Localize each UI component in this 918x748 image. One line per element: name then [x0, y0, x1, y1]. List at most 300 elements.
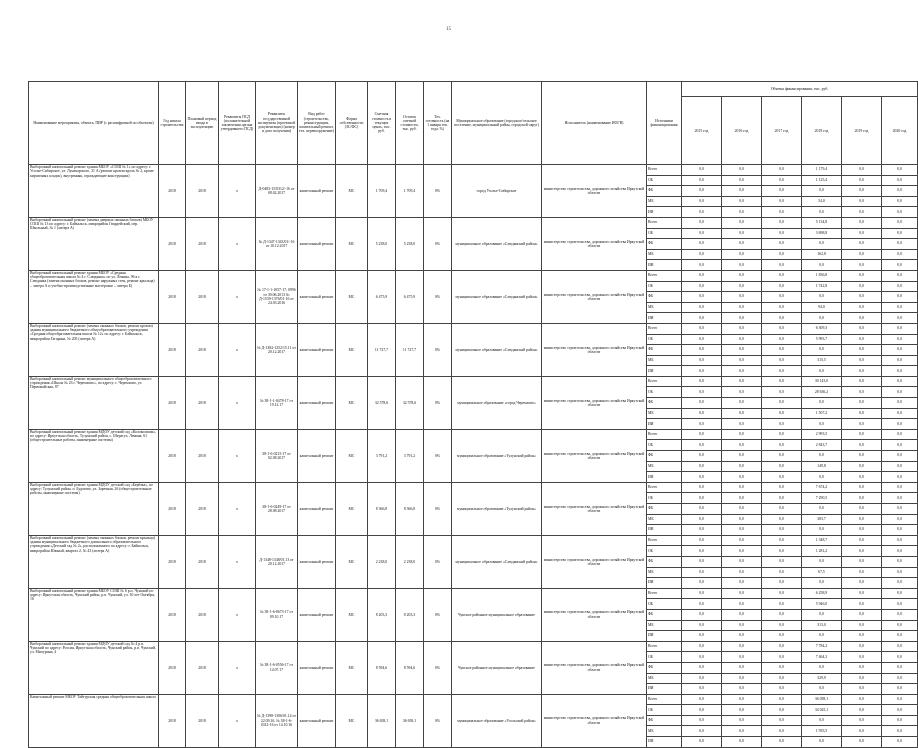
- funding-value: 0,0: [802, 366, 842, 377]
- funding-value: 0,0: [722, 345, 762, 356]
- funding-source: МБ: [647, 726, 682, 737]
- funding-source: ОБ: [647, 228, 682, 239]
- funding-value: 0,0: [722, 631, 762, 642]
- funding-value: 0,0: [682, 270, 722, 281]
- funding-value: 0,0: [682, 504, 722, 515]
- ownership-form: МС: [336, 270, 368, 323]
- readiness-percent: 0%: [424, 217, 452, 270]
- funding-value: 0,0: [842, 165, 882, 176]
- funding-value: 0,0: [682, 609, 722, 620]
- funding-value: 0,0: [842, 578, 882, 589]
- funding-value: 0,0: [682, 207, 722, 218]
- funding-value: 149,8: [802, 461, 842, 472]
- funding-value: 0,0: [722, 684, 762, 695]
- funding-value: 0,0: [842, 705, 882, 716]
- header-cell: Сметная стоимость в текущих ценах, тыс. руб.: [368, 82, 396, 165]
- funding-value: 0,0: [762, 514, 802, 525]
- expertise-details: 38-1-6-0249-17 от 28.08.2017: [256, 482, 298, 535]
- funding-value: 0,0: [842, 281, 882, 292]
- funding-value: 0,0: [802, 260, 842, 271]
- funding-value: 0,0: [682, 366, 722, 377]
- object-name: Выборочный капитальный ремонт (замена дверных оконных блоков) МБОУ СОШ № 13 по адресу: г. Байкальск, микрорайон Гвардейский, пер. Школьный, № 1 (литера А): [29, 217, 159, 270]
- municipality: город Усолье-Сибирское: [452, 165, 542, 218]
- funding-source: ФБ: [647, 609, 682, 620]
- funding-value: 0,0: [722, 705, 762, 716]
- remaining-cost: 8 203,3: [396, 588, 424, 641]
- funding-value: 0,0: [882, 504, 918, 515]
- funding-value: 0,0: [762, 228, 802, 239]
- page-number: 15: [446, 27, 451, 32]
- object-name: Выборочный капитальный ремонт здания МДОУ детский сад «Берёзка», по адресу: Тулунский район, п. Будагово, ул. Заречная, 26 (общестроительные работы, инженерные системы): [29, 482, 159, 535]
- funding-value: 0,0: [802, 186, 842, 197]
- remaining-cost: 36 658,1: [396, 694, 424, 747]
- remaining-cost: 8 366,8: [396, 482, 424, 535]
- header-cell: Вид работ (строительство, реконструкция, капитальный ремонт, тех. перевооружение): [298, 82, 336, 165]
- executor: министерство строительства, дорожного хозяйства Иркутской области: [542, 165, 647, 218]
- funding-value: 0,0: [842, 599, 882, 610]
- funding-value: 0,0: [682, 556, 722, 567]
- object-name: Выборочный капитальный ремонт (замена оконных блоков, ремонт кровли) здания муниципального бюджетного общеобразовательного учреждения «Средняя общеобразовательная школа № 12» по адресу: г. Байкальск, микрорайон Гагарина, № 205 (литера А): [29, 323, 159, 376]
- funding-source: ФБ: [647, 662, 682, 673]
- funding-source: МБ: [647, 249, 682, 260]
- readiness-percent: 0%: [424, 588, 452, 641]
- executor: министерство строительства, дорожного хозяйства Иркутской области: [542, 429, 647, 482]
- year-header: 2018 год: [802, 97, 842, 165]
- expertise-details: Д-0483-15/0312/-16 от 08.02.2017: [256, 165, 298, 218]
- funding-value: 0,0: [842, 535, 882, 546]
- funding-value: 0,0: [682, 239, 722, 250]
- funding-value: 0,0: [722, 726, 762, 737]
- financing-table: [28, 81, 918, 748]
- object-name: Выборочный капитальный ремонт муниципального общеобразовательного учреждения «Школа № 23 г. Черемхово», по адресу: г. Черемхово, ул. Первомайская, 87: [29, 376, 159, 429]
- funding-value: 7 784,2: [802, 641, 842, 652]
- funding-value: 0,0: [762, 472, 802, 483]
- header-cell: Остаток сметной стоимости, тыс. руб.: [396, 82, 424, 165]
- funding-value: 0,0: [682, 419, 722, 430]
- funding-value: 5 134,8: [802, 217, 842, 228]
- funding-value: 0,0: [682, 525, 722, 536]
- readiness-percent: 0%: [424, 641, 452, 694]
- funding-source: МБ: [647, 461, 682, 472]
- funding-value: 0,0: [682, 599, 722, 610]
- executor: министерство строительства, дорожного хозяйства Иркутской области: [542, 376, 647, 429]
- funding-group-header: Объемы финансирования, тыс. руб.: [682, 82, 918, 97]
- funding-value: 0,0: [762, 270, 802, 281]
- funding-value: 0,0: [762, 737, 802, 748]
- funding-value: 0,0: [722, 673, 762, 684]
- object-name: Выборочный капитальный ремонт здания МБОУ «Средняя общеобразовательная школа № 4 г. Слюдянка» по ул. Ленина, 96 в г. Слюдянка (замена оконных блоков, ремонт наружных стен, ремонт крыльца) – литера А и учебно-производственные мастерские – литера Б): [29, 270, 159, 323]
- year-header: 2020 год: [882, 97, 918, 165]
- funding-value: 0,0: [882, 292, 918, 303]
- executor: министерство строительства, дорожного хозяйства Иркутской области: [542, 270, 647, 323]
- funding-value: 0,0: [762, 366, 802, 377]
- funding-value: 0,0: [722, 196, 762, 207]
- funding-value: 0,0: [722, 472, 762, 483]
- funding-value: 0,0: [882, 165, 918, 176]
- funding-value: 0,0: [882, 228, 918, 239]
- start-year: 2018: [159, 376, 186, 429]
- funding-source: Всего: [647, 165, 682, 176]
- funding-value: 0,0: [762, 440, 802, 451]
- funding-value: 0,0: [882, 323, 918, 334]
- funding-source: ФБ: [647, 451, 682, 462]
- funding-source: МБ: [647, 514, 682, 525]
- start-year: 2018: [159, 429, 186, 482]
- funding-value: 0,0: [682, 514, 722, 525]
- psd-details: х: [219, 588, 256, 641]
- funding-value: 0,0: [842, 694, 882, 705]
- header-cell: Источники финансирования: [647, 82, 682, 165]
- funding-value: 0,0: [762, 217, 802, 228]
- readiness-percent: 0%: [424, 694, 452, 747]
- funding-value: 7 464,3: [802, 652, 842, 663]
- funding-value: 0,0: [762, 165, 802, 176]
- funding-value: 0,0: [882, 196, 918, 207]
- funding-value: 0,0: [882, 249, 918, 260]
- funding-value: 0,0: [722, 546, 762, 557]
- funding-source: ИИ: [647, 525, 682, 536]
- funding-value: 0,0: [722, 578, 762, 589]
- funding-source: ИИ: [647, 419, 682, 430]
- funding-value: 0,0: [842, 398, 882, 409]
- funding-value: 0,0: [802, 472, 842, 483]
- remaining-cost: 11 727,7: [396, 323, 424, 376]
- estimated-cost: 2 238,0: [368, 535, 396, 588]
- funding-value: 0,0: [762, 631, 802, 642]
- remaining-cost: 5 238,0: [396, 217, 424, 270]
- funding-source: ОБ: [647, 387, 682, 398]
- funding-value: 0,0: [842, 345, 882, 356]
- funding-source: ОБ: [647, 705, 682, 716]
- readiness-percent: 0%: [424, 323, 452, 376]
- funding-value: 7 674,2: [802, 482, 842, 493]
- funding-value: 0,0: [762, 302, 802, 313]
- funding-value: 0,0: [842, 429, 882, 440]
- funding-value: 0,0: [762, 694, 802, 705]
- funding-source: Всего: [647, 270, 682, 281]
- funding-value: 0,0: [802, 525, 842, 536]
- funding-value: 0,0: [882, 355, 918, 366]
- remaining-cost: 3 791,2: [396, 429, 424, 482]
- funding-value: 0,0: [682, 440, 722, 451]
- municipality: муниципальное образование «Слюдянский район»: [452, 270, 542, 323]
- funding-value: 6 309,3: [802, 323, 842, 334]
- funding-value: 0,0: [882, 366, 918, 377]
- funding-value: 0,0: [682, 662, 722, 673]
- funding-value: 0,0: [882, 631, 918, 642]
- funding-source: Всего: [647, 535, 682, 546]
- funding-value: 0,0: [762, 620, 802, 631]
- executor: министерство строительства, дорожного хозяйства Иркутской области: [542, 217, 647, 270]
- funding-source: ФБ: [647, 186, 682, 197]
- funding-value: 0,0: [682, 472, 722, 483]
- executor: министерство строительства, дорожного хозяйства Иркутской области: [542, 482, 647, 535]
- remaining-cost: 2 238,0: [396, 535, 424, 588]
- funding-value: 0,0: [682, 705, 722, 716]
- funding-value: 0,0: [882, 281, 918, 292]
- funding-value: 0,0: [722, 249, 762, 260]
- funding-value: 0,0: [882, 313, 918, 324]
- funding-value: 0,0: [802, 556, 842, 567]
- funding-value: 0,0: [802, 684, 842, 695]
- year-header: 2017 год: [762, 97, 802, 165]
- expertise-details: 38-1-6-0215-17 от 02.08.2017: [256, 429, 298, 482]
- funding-value: 0,0: [762, 652, 802, 663]
- funding-value: 0,0: [842, 292, 882, 303]
- funding-value: 0,0: [842, 715, 882, 726]
- funding-value: 0,0: [882, 588, 918, 599]
- funding-value: 0,0: [762, 334, 802, 345]
- estimated-cost: 36 658,1: [368, 694, 396, 747]
- funding-value: 0,0: [722, 376, 762, 387]
- municipality: муниципальное образование «Слюдянский район»: [452, 535, 542, 588]
- work-type: капитальный ремонт: [298, 482, 336, 535]
- object-name: Выборочный капитальный ремонт здания МБОУ СОШ № 6 р.п. Чунский по адресу: Иркутская область, Чунский район, р.п. Чунский, ул. 30 лет Октября, 16: [29, 588, 159, 641]
- start-year: 2018: [159, 323, 186, 376]
- funding-value: 0,0: [682, 217, 722, 228]
- funding-value: 0,0: [842, 482, 882, 493]
- funding-value: 0,0: [882, 525, 918, 536]
- ownership-form: МС: [336, 535, 368, 588]
- funding-value: 0,0: [802, 609, 842, 620]
- expertise-details: № Д-1382-1252/15.11 от 20.12.2017: [256, 323, 298, 376]
- funding-value: 0,0: [882, 684, 918, 695]
- readiness-percent: 0%: [424, 429, 452, 482]
- work-type: капитальный ремонт: [298, 165, 336, 218]
- funding-source: ОБ: [647, 599, 682, 610]
- funding-source: ИИ: [647, 631, 682, 642]
- funding-value: 0,0: [762, 323, 802, 334]
- funding-value: 0,0: [682, 578, 722, 589]
- commission-period: 2018: [186, 482, 219, 535]
- funding-value: 0,0: [682, 493, 722, 504]
- funding-value: 0,0: [762, 239, 802, 250]
- funding-value: 0,0: [882, 715, 918, 726]
- commission-period: 2018: [186, 641, 219, 694]
- funding-value: 0,0: [802, 451, 842, 462]
- funding-value: 0,0: [802, 313, 842, 324]
- funding-value: 0,0: [722, 556, 762, 567]
- funding-value: 0,0: [722, 334, 762, 345]
- funding-source: МБ: [647, 196, 682, 207]
- funding-value: 0,0: [722, 207, 762, 218]
- funding-value: 0,0: [762, 705, 802, 716]
- funding-value: 0,0: [882, 217, 918, 228]
- funding-value: 0,0: [842, 387, 882, 398]
- funding-value: 0,0: [682, 175, 722, 186]
- ownership-form: МС: [336, 376, 368, 429]
- funding-value: 0,0: [682, 451, 722, 462]
- funding-value: 0,0: [762, 175, 802, 186]
- funding-value: 0,0: [842, 567, 882, 578]
- municipality: муниципальное образование «Тулунский район»: [452, 429, 542, 482]
- funding-value: 0,0: [842, 313, 882, 324]
- funding-value: 0,0: [722, 302, 762, 313]
- funding-source: МБ: [647, 567, 682, 578]
- funding-value: 0,0: [762, 429, 802, 440]
- funding-value: 0,0: [842, 302, 882, 313]
- funding-source: МБ: [647, 355, 682, 366]
- table-row: [29, 165, 918, 176]
- funding-value: 0,0: [882, 270, 918, 281]
- funding-value: 0,0: [762, 609, 802, 620]
- start-year: 2018: [159, 165, 186, 218]
- funding-value: 0,0: [842, 662, 882, 673]
- funding-value: 3 698,8: [802, 228, 842, 239]
- funding-value: 0,0: [762, 355, 802, 366]
- table-row: [29, 694, 918, 705]
- funding-value: 0,0: [882, 387, 918, 398]
- funding-value: 0,0: [882, 175, 918, 186]
- funding-value: 0,0: [842, 196, 882, 207]
- executor: министерство строительства, дорожного хозяйства Иркутской области: [542, 535, 647, 588]
- object-name: Капитальный ремонт МБОУ Тайтурская средняя общеобразовательная школа: [29, 694, 159, 747]
- funding-value: 0,0: [882, 737, 918, 748]
- table-row: [29, 482, 918, 493]
- executor: министерство строительства, дорожного хозяйства Иркутской области: [542, 588, 647, 641]
- readiness-percent: 0%: [424, 165, 452, 218]
- funding-value: 0,0: [842, 631, 882, 642]
- start-year: 2018: [159, 270, 186, 323]
- funding-value: 0,0: [682, 535, 722, 546]
- funding-value: 28 636,2: [802, 387, 842, 398]
- funding-value: 1 348,7: [802, 535, 842, 546]
- table-row: [29, 270, 918, 281]
- commission-period: 2018: [186, 376, 219, 429]
- funding-value: 0,0: [682, 281, 722, 292]
- funding-value: 1 935,5: [802, 726, 842, 737]
- funding-value: 0,0: [722, 419, 762, 430]
- funding-value: 0,0: [842, 260, 882, 271]
- funding-value: 0,0: [722, 292, 762, 303]
- table-row: [29, 588, 918, 599]
- funding-value: 0,0: [842, 323, 882, 334]
- funding-value: 0,0: [882, 482, 918, 493]
- funding-value: 0,0: [882, 302, 918, 313]
- funding-value: 0,0: [842, 419, 882, 430]
- funding-value: 0,0: [762, 588, 802, 599]
- funding-source: Всего: [647, 217, 682, 228]
- work-type: капитальный ремонт: [298, 588, 336, 641]
- remaining-cost: 8 594,6: [396, 641, 424, 694]
- funding-value: 0,0: [722, 186, 762, 197]
- work-type: капитальный ремонт: [298, 429, 336, 482]
- funding-value: 0,0: [842, 546, 882, 557]
- table-row: [29, 429, 918, 440]
- funding-value: 0,0: [762, 535, 802, 546]
- funding-value: 0,0: [682, 567, 722, 578]
- estimated-cost: 32 578,6: [368, 376, 396, 429]
- estimated-cost: 11 727,7: [368, 323, 396, 376]
- remaining-cost: 32 578,6: [396, 376, 424, 429]
- municipality: муниципальное образование «Тулунский район»: [452, 482, 542, 535]
- funding-value: 0,0: [882, 493, 918, 504]
- funding-value: 0,0: [722, 355, 762, 366]
- work-type: капитальный ремонт: [298, 270, 336, 323]
- funding-source: ОБ: [647, 281, 682, 292]
- header-cell: Исполнитель (наименование ИОГВ): [542, 82, 647, 165]
- funding-source: ИИ: [647, 207, 682, 218]
- estimated-cost: 5 238,0: [368, 217, 396, 270]
- estimated-cost: 3 791,2: [368, 429, 396, 482]
- funding-value: 0,0: [842, 228, 882, 239]
- funding-value: 0,0: [682, 186, 722, 197]
- funding-source: Всего: [647, 323, 682, 334]
- funding-source: ИИ: [647, 472, 682, 483]
- funding-value: 6 258,9: [802, 588, 842, 599]
- funding-value: 0,0: [802, 578, 842, 589]
- table-row: [29, 376, 918, 387]
- funding-value: 0,0: [722, 662, 762, 673]
- commission-period: 2018: [186, 429, 219, 482]
- funding-value: 0,0: [882, 705, 918, 716]
- funding-value: 0,0: [882, 334, 918, 345]
- funding-value: 0,0: [762, 345, 802, 356]
- funding-source: ИИ: [647, 366, 682, 377]
- funding-value: 0,0: [682, 684, 722, 695]
- funding-value: 0,0: [842, 451, 882, 462]
- funding-value: 0,0: [882, 578, 918, 589]
- table-row: [29, 641, 918, 652]
- funding-value: 0,0: [722, 694, 762, 705]
- funding-value: 1 742,8: [802, 281, 842, 292]
- funding-value: 0,0: [842, 737, 882, 748]
- funding-value: 0,0: [882, 186, 918, 197]
- funding-value: 0,0: [802, 292, 842, 303]
- funding-value: 0,0: [882, 652, 918, 663]
- ownership-form: МС: [336, 694, 368, 747]
- funding-value: 54,0: [802, 196, 842, 207]
- funding-value: 0,0: [682, 408, 722, 419]
- funding-value: 0,0: [842, 239, 882, 250]
- funding-value: 0,0: [882, 260, 918, 271]
- funding-value: 0,0: [762, 281, 802, 292]
- funding-value: 1 179,4: [802, 165, 842, 176]
- funding-value: 94,0: [802, 302, 842, 313]
- funding-value: 0,0: [842, 493, 882, 504]
- funding-source: Всего: [647, 429, 682, 440]
- funding-value: 0,0: [842, 207, 882, 218]
- funding-value: 0,0: [682, 631, 722, 642]
- municipality: Чунское районное муниципальное образование: [452, 641, 542, 694]
- header-cell: Форма собственности (ЗС/ФС): [336, 82, 368, 165]
- funding-source: ОБ: [647, 652, 682, 663]
- executor: министерство строительства, дорожного хозяйства Иркутской области: [542, 323, 647, 376]
- funding-value: 0,0: [882, 694, 918, 705]
- funding-value: 0,0: [682, 694, 722, 705]
- funding-value: 0,0: [682, 228, 722, 239]
- funding-value: 0,0: [882, 567, 918, 578]
- funding-value: 0,0: [802, 737, 842, 748]
- funding-value: 0,0: [682, 482, 722, 493]
- funding-value: 0,0: [682, 313, 722, 324]
- header-cell: Наименование мероприятия, объекта, ПИР (с расшифровкой по объектам): [29, 82, 159, 165]
- funding-value: 0,0: [882, 620, 918, 631]
- funding-value: 0,0: [882, 673, 918, 684]
- year-header: 2019 год: [842, 97, 882, 165]
- commission-period: 2018: [186, 323, 219, 376]
- work-type: капитальный ремонт: [298, 641, 336, 694]
- funding-value: 0,0: [882, 461, 918, 472]
- funding-value: 0,0: [722, 652, 762, 663]
- funding-value: 0,0: [722, 535, 762, 546]
- funding-value: 0,0: [682, 196, 722, 207]
- funding-value: 0,0: [842, 588, 882, 599]
- funding-value: 0,0: [722, 599, 762, 610]
- funding-value: 0,0: [842, 641, 882, 652]
- funding-value: 0,0: [842, 472, 882, 483]
- funding-source: ОБ: [647, 334, 682, 345]
